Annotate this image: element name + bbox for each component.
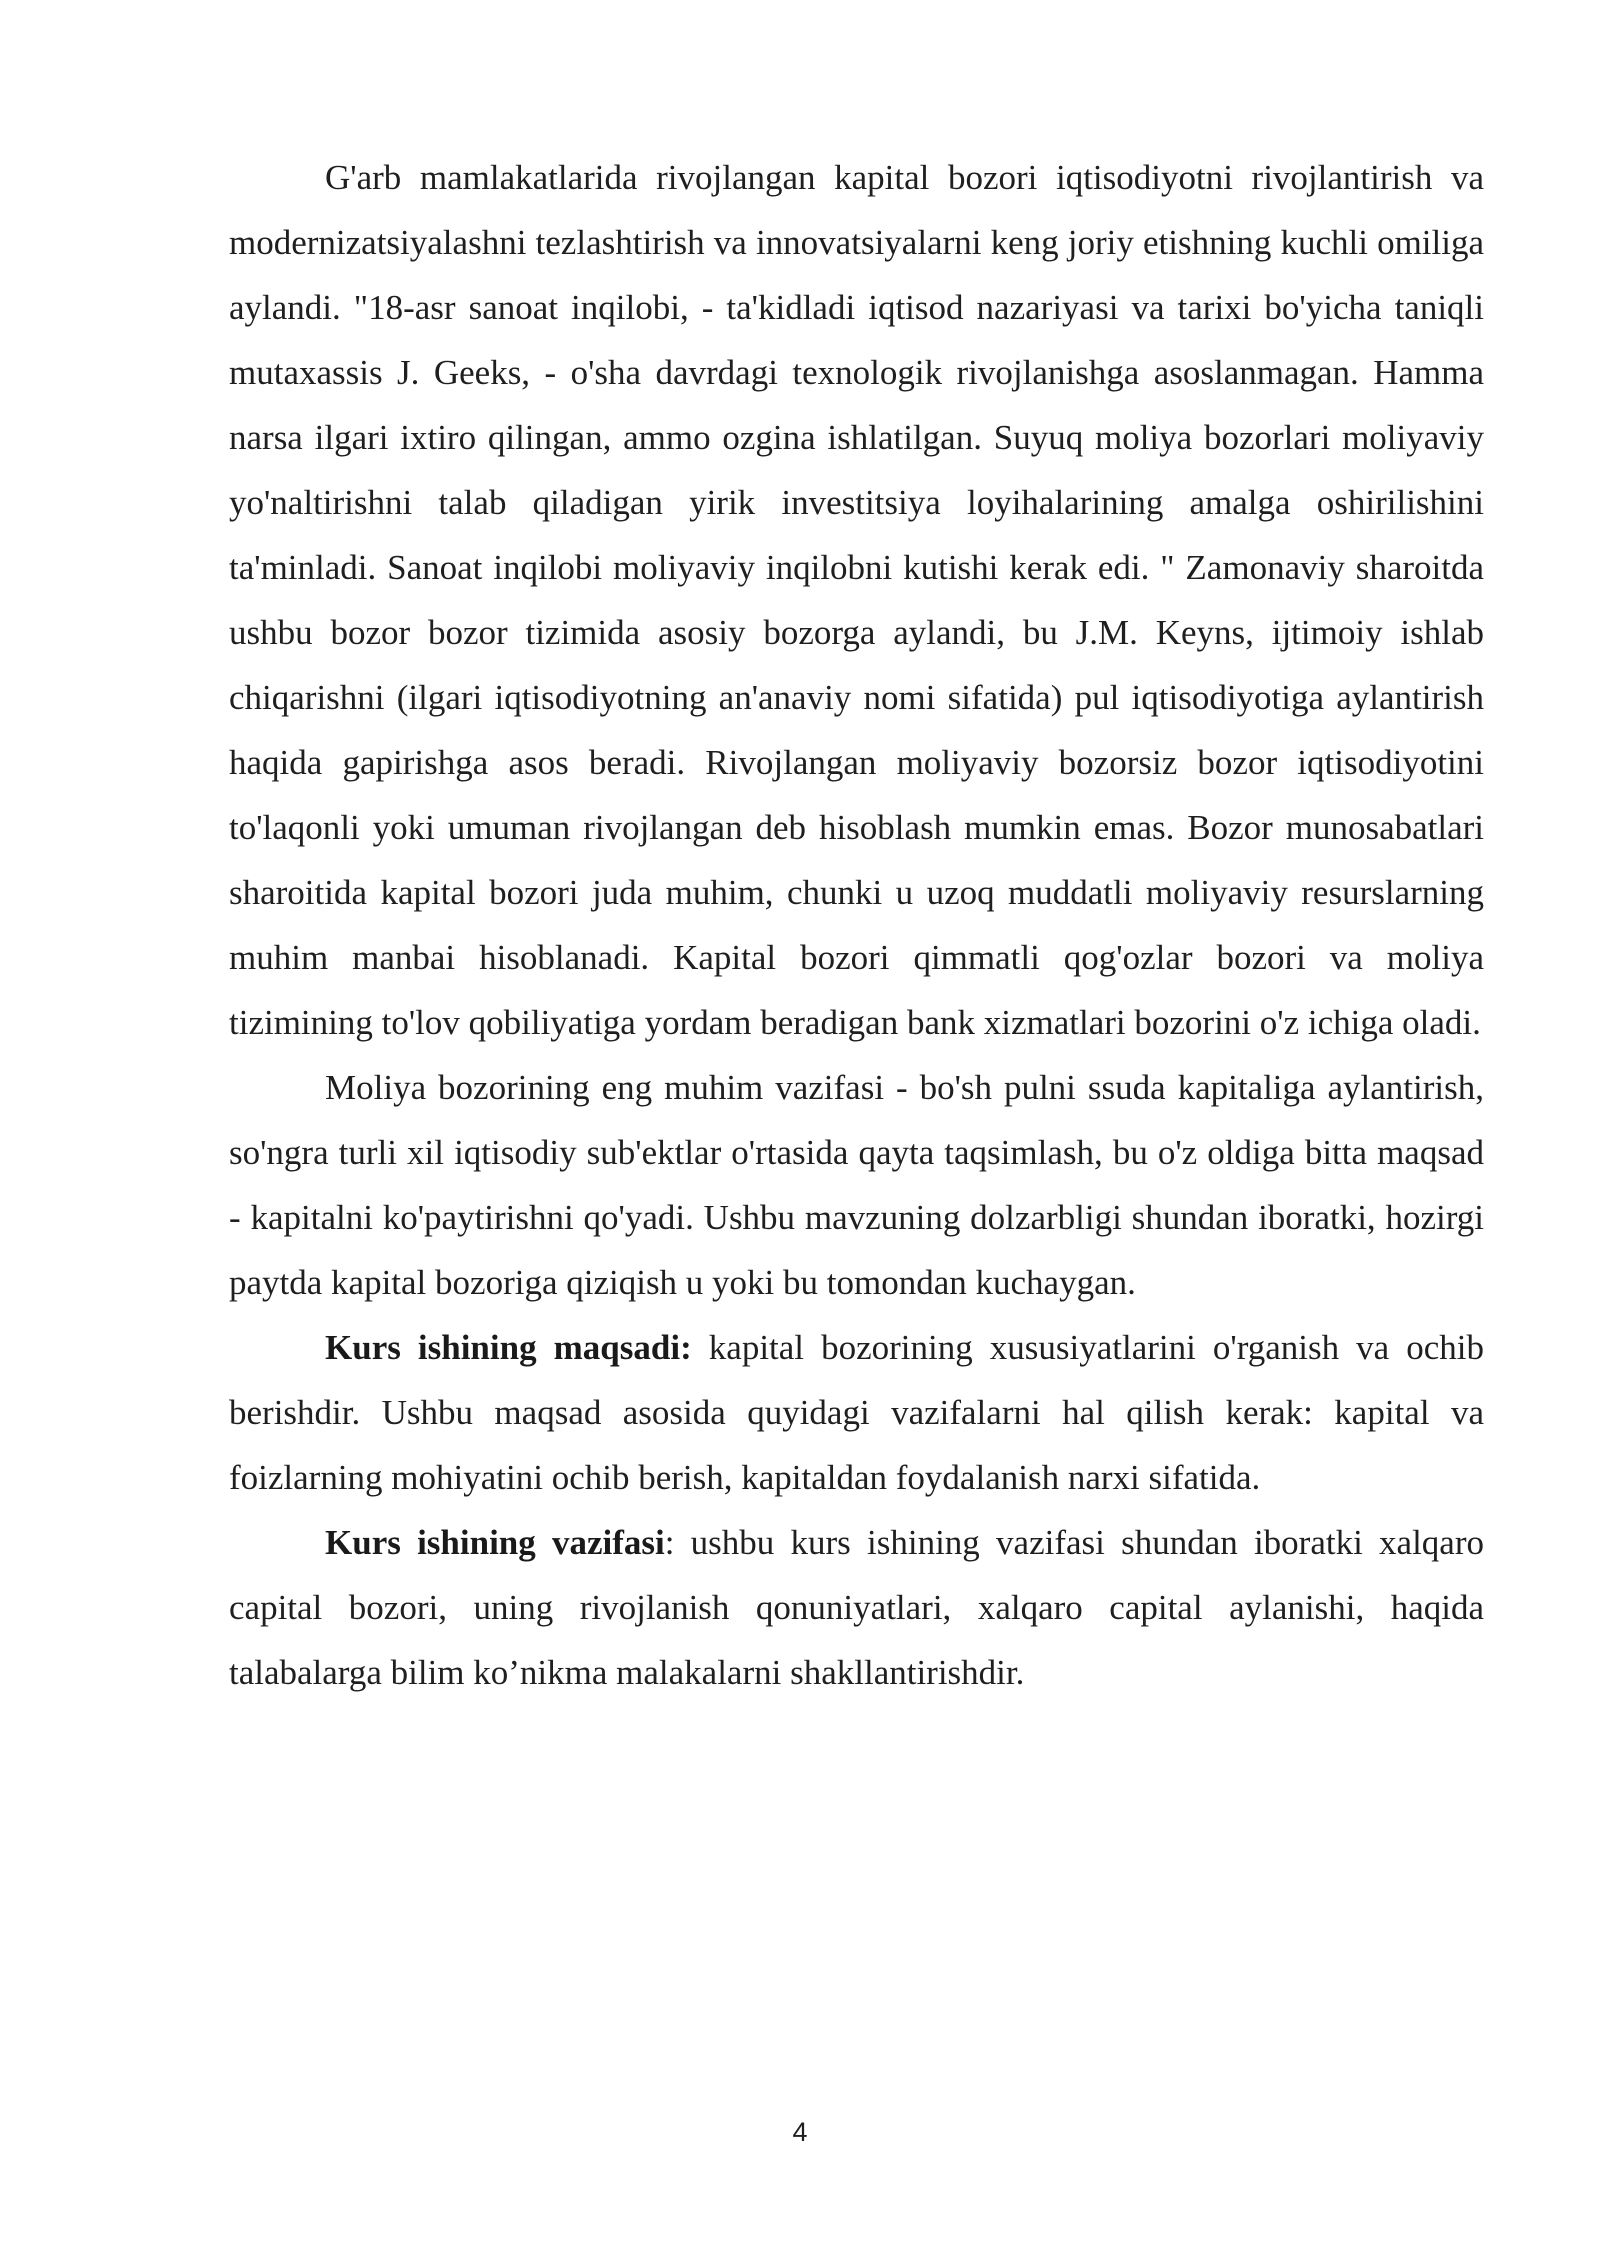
paragraph-intro <box>229 145 1484 1055</box>
paragraph-course-task <box>229 1510 1484 1705</box>
paragraph-course-goal <box>229 1315 1484 1510</box>
page-number: 4 <box>792 2117 808 2147</box>
course-goal-text: kapital bozorining xususiyatlarini o'rganish va ochib berishdir. Ushbu maqsad asosida quyidagi vazifalarni hal qilish kerak: kapital va foizlarning mohiyatini ochib berish, kapitaldan foydalanish narxi sifatida. <box>229 1328 1485 1497</box>
document-body <box>229 145 1484 1705</box>
course-task-heading: Kurs ishining vazifasi <box>325 1523 665 1562</box>
paragraph-financial-market-text: Moliya bozorining eng muhim vazifasi - bo'sh pulni ssuda kapitaliga aylantirish, so'ngra turli xil iqtisodiy sub'ektlar o'rtasida qayta taqsimlash, bu o'z oldiga bitta maqsad - kapitalni ko'paytirishni qo'yadi. Ushbu mavzuning dolzarbligi shundan iboratki, hozirgi paytda kapital bozoriga qiziqish u yoki bu tomondan kuchaygan. <box>229 1068 1484 1302</box>
paragraph-financial-market <box>229 1055 1484 1315</box>
paragraph-intro-text: G'arb mamlakatlarida rivojlangan kapital bozori iqtisodiyotni rivojlantirish va modernizatsiyalashni tezlashtirish va innovatsiyalarni keng joriy etishning kuchli omiliga aylandi. "18-asr sanoat inqilobi, - ta'kidladi iqtisod nazariyasi va tarixi bo'yicha taniqli mutaxassis J. Geeks, - o'sha davrdagi texnologik rivojlanishga asoslanmagan. Hamma narsa ilgari ixtiro qilingan, ammo ozgina ishlatilgan. Suyuq moliya bozorlari moliyaviy yo'naltirishni talab qiladigan yirik investitsiya loyihalarining amalga oshirilishini ta'minladi. Sanoat inqilobi moliyaviy inqilobni kutishi kerak edi. " Zamonaviy sharoitda ushbu bozor bozor tizimida asosiy bozorga aylandi, bu J.M. Keyns, ijtimoiy ishlab chiqarishni (ilgari iqtisodiyotning an'anaviy nomi sifatida) pul iqtisodiyotiga aylantirish haqida gapirishga asos beradi. Rivojlangan moliyaviy bozorsiz bozor iqtisodiyotini to'laqonli yoki umuman rivojlangan deb hisoblash mumkin emas. Bozor munosabatlari sharoitida kapital bozori juda muhim, chunki u uzoq muddatli moliyaviy resurslarning muhim manbai hisoblanadi. Kapital bozori qimmatli qog'ozlar bozori va moliya tizimining to'lov qobiliyatiga yordam beradigan bank xizmatlari bozorini o'z ichiga oladi. <box>229 158 1484 1042</box>
course-task-text: : ushbu kurs ishining vazifasi shundan iboratki xalqaro capital bozori, uning rivojlanish qonuniyatlari, xalqaro capital aylanishi, haqida talabalarga bilim ko’nikma malakalarni shakllantirishdir. <box>229 1523 1484 1692</box>
course-goal-heading: Kurs ishining maqsadi: <box>325 1328 692 1367</box>
